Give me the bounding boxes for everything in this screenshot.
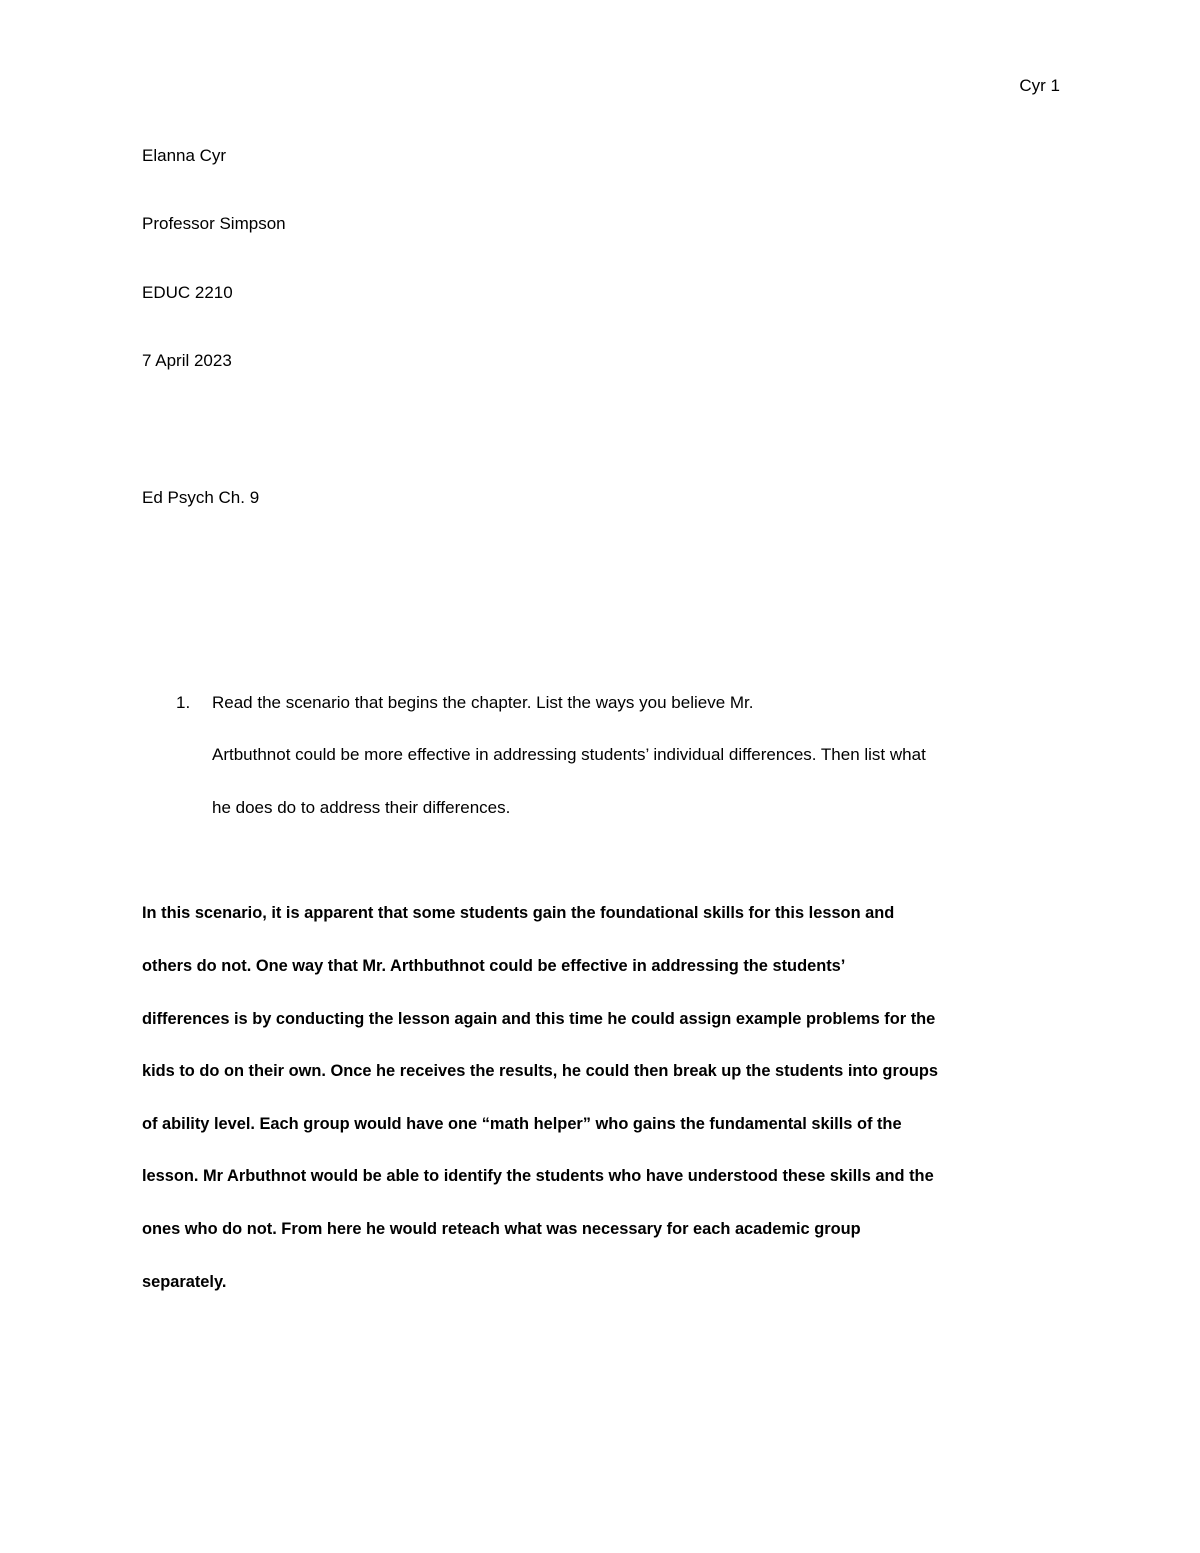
question-line: Read the scenario that begins the chapter. List the ways you believe Mr. [212,693,754,712]
author-name: Elanna Cyr [142,146,227,165]
document-title: Ed Psych Ch. 9 [142,488,260,507]
question-number: 1. [176,693,191,712]
answer-line: kids to do on their own. Once he receives the results, he could then break up the students into groups [142,1062,938,1080]
answer-line: others do not. One way that Mr. Arthbuthnot could be effective in addressing the students’ [142,957,846,975]
answer-line: of ability level. Each group would have one “math helper” who gains the fundamental skills of the [142,1115,902,1133]
question-line: Artbuthnot could be more effective in addressing students’ individual differences. Then list what [212,745,926,764]
page-header-label: Cyr 1 [1019,76,1060,95]
answer-line: differences is by conducting the lesson again and this time he could assign example problems for the [142,1010,936,1028]
answer-line: In this scenario, it is apparent that some students gain the foundational skills for this lesson and [142,904,895,922]
course-code: EDUC 2210 [142,283,233,302]
answer-line: lesson. Mr Arbuthnot would be able to identify the students who have understood these skills and the [142,1167,934,1185]
document-date: 7 April 2023 [142,351,232,370]
answer-line: ones who do not. From here he would reteach what was necessary for each academic group [142,1220,861,1238]
question-line: he does do to address their differences. [212,798,511,817]
answer-line: separately. [142,1273,227,1291]
instructor-name: Professor Simpson [142,214,286,233]
